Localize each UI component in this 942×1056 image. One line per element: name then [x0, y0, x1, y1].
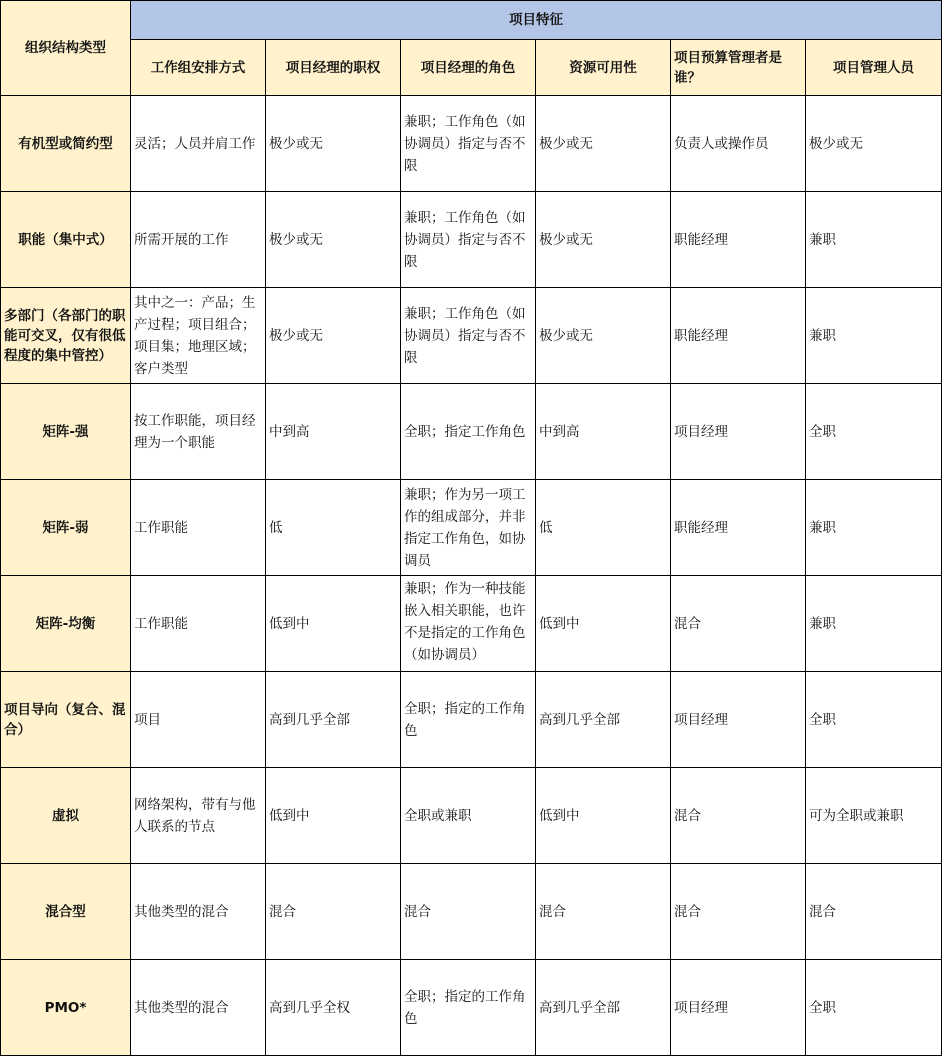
table-cell: 兼职 [806, 480, 942, 576]
table-cell: 项目经理 [671, 672, 806, 768]
table-cell: 全职 [806, 384, 942, 480]
table-cell: 混合 [671, 768, 806, 864]
table-row [1, 288, 942, 384]
column-header: 项目管理人员 [806, 40, 942, 96]
group-header: 项目特征 [131, 1, 942, 40]
table-cell: 负责人或操作员 [671, 96, 806, 192]
table-cell: 兼职 [806, 288, 942, 384]
table-cell: 所需开展的工作 [131, 192, 266, 288]
table-row [1, 384, 942, 480]
table-cell: 高到几乎全部 [266, 672, 401, 768]
table-cell: 兼职 [806, 576, 942, 672]
column-header: 项目经理的职权 [266, 40, 401, 96]
table-row [1, 480, 942, 576]
table-cell: 兼职；工作角色（如协调员）指定与否不限 [401, 96, 536, 192]
table-cell: 项目 [131, 672, 266, 768]
table-cell: 网络架构，带有与他人联系的节点 [131, 768, 266, 864]
column-header: 工作组安排方式 [131, 40, 266, 96]
table-cell: 兼职；工作角色（如协调员）指定与否不限 [401, 288, 536, 384]
row-header: PMO* [1, 960, 131, 1056]
table-cell: 混合 [266, 864, 401, 960]
table-cell: 兼职；工作角色（如协调员）指定与否不限 [401, 192, 536, 288]
row-header: 多部门（各部门的职能可交叉，仅有很低程度的集中管控） [1, 288, 131, 384]
row-header: 矩阵-强 [1, 384, 131, 480]
table-cell: 其中之一：产品；生产过程；项目组合；项目集；地理区域；客户类型 [131, 288, 266, 384]
table-cell: 极少或无 [536, 96, 671, 192]
table-cell: 项目经理 [671, 384, 806, 480]
table-cell: 极少或无 [266, 96, 401, 192]
table-row [1, 864, 942, 960]
table-cell: 混合 [671, 576, 806, 672]
table-cell: 低到中 [536, 768, 671, 864]
table-cell: 可为全职或兼职 [806, 768, 942, 864]
table-cell: 混合 [401, 864, 536, 960]
table-cell: 全职 [806, 960, 942, 1056]
table-cell: 兼职；作为另一项工作的组成部分，并非指定工作角色，如协调员 [401, 480, 536, 576]
table-row [1, 672, 942, 768]
column-header: 项目预算管理者是谁？ [671, 40, 806, 96]
table-cell: 极少或无 [536, 288, 671, 384]
table-cell: 极少或无 [806, 96, 942, 192]
table-cell: 全职或兼职 [401, 768, 536, 864]
table-cell: 中到高 [536, 384, 671, 480]
table-cell: 极少或无 [536, 192, 671, 288]
row-header: 混合型 [1, 864, 131, 960]
table-cell: 工作职能 [131, 576, 266, 672]
row-header: 虚拟 [1, 768, 131, 864]
table-cell: 全职；指定的工作角色 [401, 672, 536, 768]
table-cell [401, 576, 536, 672]
table-cell: 兼职 [806, 192, 942, 288]
table-cell: 全职；指定工作角色 [401, 384, 536, 480]
column-header: 资源可用性 [536, 40, 671, 96]
table-cell: 按工作职能，项目经理为一个职能 [131, 384, 266, 480]
table-cell: 职能经理 [671, 288, 806, 384]
table-row [1, 192, 942, 288]
corner-header: 组织结构类型 [1, 1, 131, 96]
table-cell: 低到中 [266, 768, 401, 864]
table-cell: 低到中 [536, 576, 671, 672]
row-header: 职能（集中式） [1, 192, 131, 288]
table-cell: 低到中 [266, 576, 401, 672]
table-cell: 高到几乎全部 [536, 672, 671, 768]
table-cell: 低 [266, 480, 401, 576]
table-cell: 灵活；人员并肩工作 [131, 96, 266, 192]
table-cell: 其他类型的混合 [131, 960, 266, 1056]
table-cell: 全职；指定的工作角色 [401, 960, 536, 1056]
table-cell: 中到高 [266, 384, 401, 480]
table-cell: 职能经理 [671, 480, 806, 576]
row-header: 矩阵-弱 [1, 480, 131, 576]
table-cell: 极少或无 [266, 192, 401, 288]
row-header: 有机型或简约型 [1, 96, 131, 192]
table-row [1, 576, 942, 672]
row-header: 项目导向（复合、混合） [1, 672, 131, 768]
table-cell: 职能经理 [671, 192, 806, 288]
cell-text: 兼职；作为一种技能嵌入相关职能，也许不是指定的工作角色（如协调员） [404, 581, 526, 663]
table-cell: 项目经理 [671, 960, 806, 1056]
table-cell: 混合 [806, 864, 942, 960]
column-header: 项目经理的角色 [401, 40, 536, 96]
table-row [1, 768, 942, 864]
table-cell: 混合 [671, 864, 806, 960]
table-cell: 其他类型的混合 [131, 864, 266, 960]
table-cell: 工作职能 [131, 480, 266, 576]
table-row [1, 96, 942, 192]
table-cell: 高到几乎全部 [536, 960, 671, 1056]
table-row [1, 960, 942, 1056]
table-cell: 混合 [536, 864, 671, 960]
table-cell: 极少或无 [266, 288, 401, 384]
table-cell: 低 [536, 480, 671, 576]
table-cell: 高到几乎全权 [266, 960, 401, 1056]
row-header: 矩阵-均衡 [1, 576, 131, 672]
table-cell: 全职 [806, 672, 942, 768]
